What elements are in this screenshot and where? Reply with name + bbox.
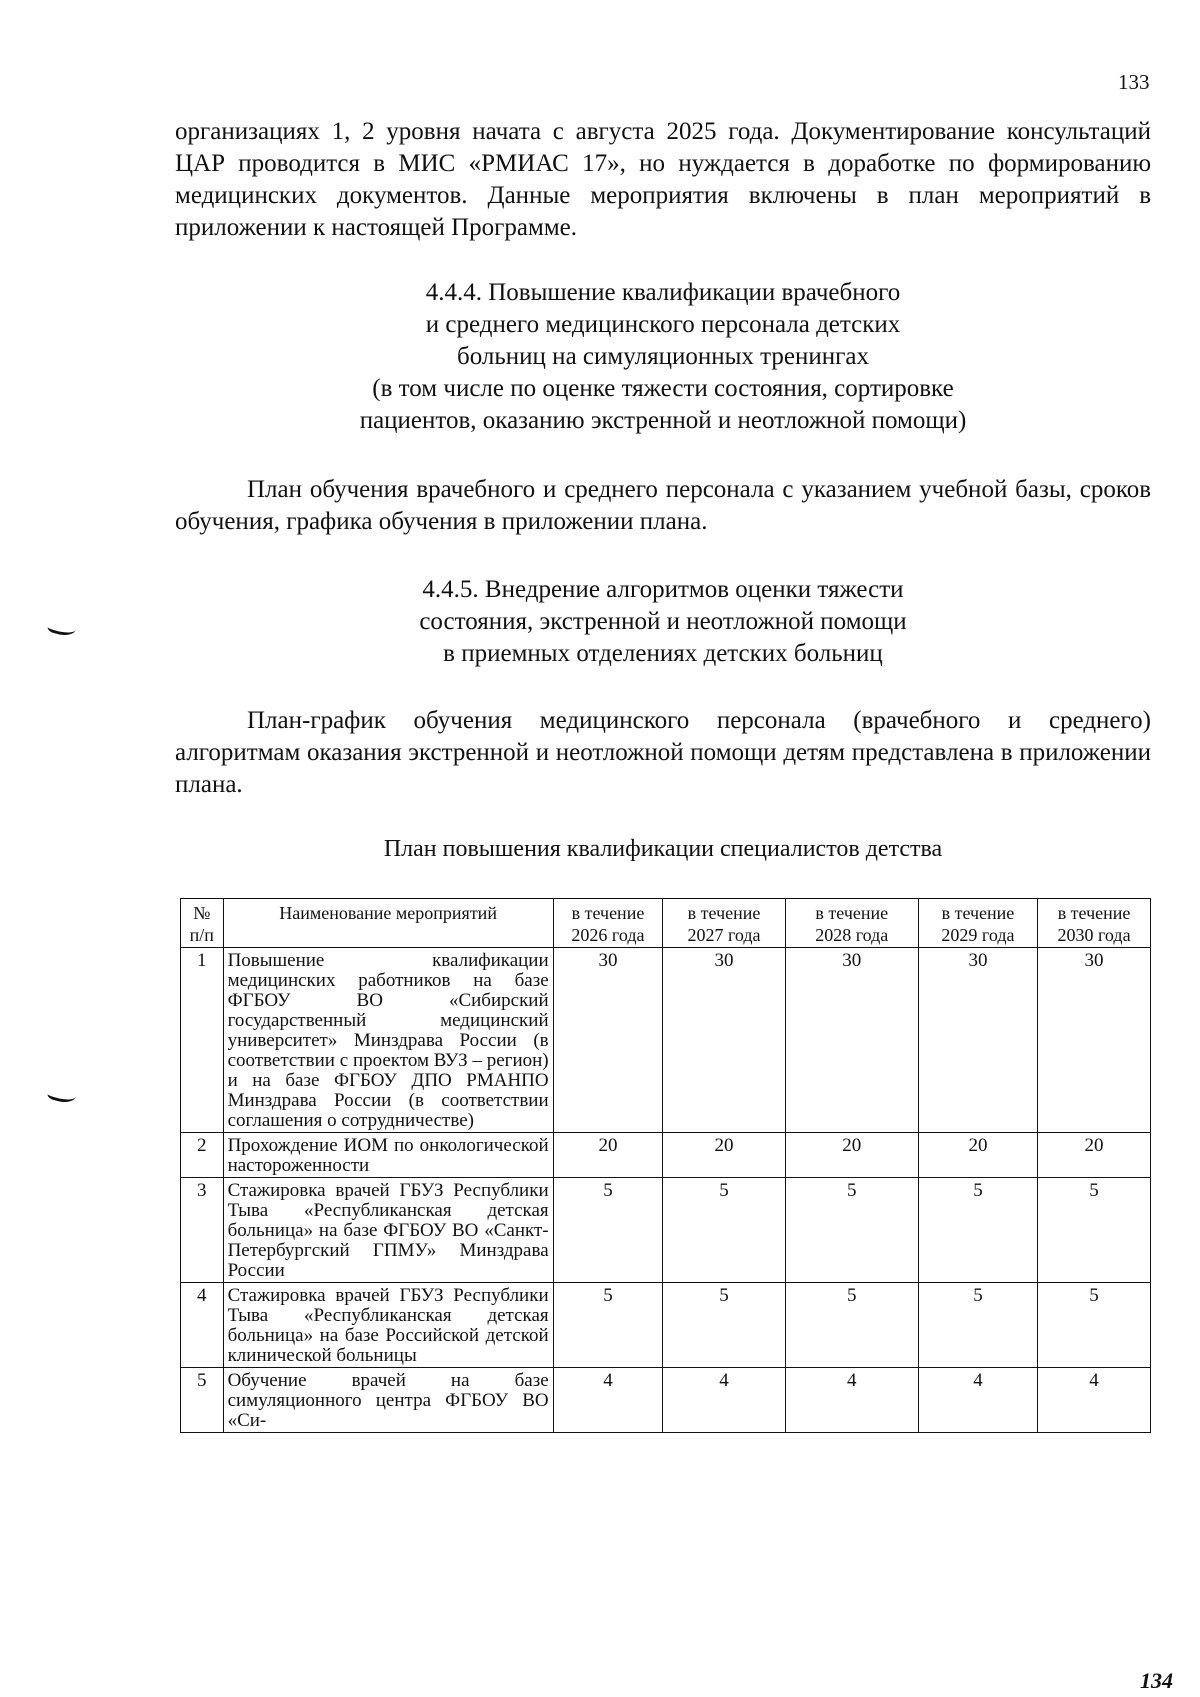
row-number: 4 — [181, 1283, 224, 1368]
row-value-2030: 4 — [1038, 1368, 1151, 1433]
row-activity: Обучение врачей на базе симуляционного центра ФГБОУ ВО «Си- — [223, 1368, 553, 1433]
row-value-2029: 4 — [918, 1368, 1037, 1433]
row-value-2027: 5 — [663, 1178, 785, 1283]
row-value-2028: 30 — [785, 948, 918, 1133]
header-2026: в течение 2026 года — [553, 899, 663, 948]
row-value-2027: 5 — [663, 1283, 785, 1368]
header-name: Наименование мероприятий — [223, 899, 553, 948]
header-2027: в течение 2027 года — [663, 899, 785, 948]
row-value-2029: 20 — [918, 1133, 1037, 1178]
heading-line: и среднего медицинского персонала детских — [425, 311, 901, 338]
row-number: 5 — [181, 1368, 224, 1433]
header-2030: в течение 2030 года — [1038, 899, 1151, 948]
table-row — [181, 1178, 1151, 1283]
row-value-2028: 4 — [785, 1368, 918, 1433]
section-heading-4-4-5 — [175, 574, 1151, 670]
row-activity: Прохождение ИОМ по онкологической настороженности — [223, 1133, 553, 1178]
handwritten-page-note: 134 — [1140, 1668, 1173, 1693]
row-activity: Стажировка врачей ГБУЗ Республики Тыва «Республиканская детская больница» на базе ФГБОУ ВО «Санкт-Петербургский ГПМУ» Минздрава России — [223, 1178, 553, 1283]
row-value-2028: 5 — [785, 1283, 918, 1368]
header-num: № п/п — [181, 899, 224, 948]
row-number: 2 — [181, 1133, 224, 1178]
header-2028: в течение 2028 года — [785, 899, 918, 948]
row-value-2030: 5 — [1038, 1178, 1151, 1283]
section-heading-4-4-4 — [175, 277, 1151, 437]
row-value-2029: 5 — [918, 1178, 1037, 1283]
heading-line: больниц на симуляционных тренингах — [457, 343, 869, 370]
row-value-2026: 20 — [553, 1133, 663, 1178]
table-title: План повышения квалификации специалистов детства — [383, 836, 943, 862]
page-number: 133 — [1118, 70, 1150, 94]
paragraph-training-plan: План обучения врачебного и среднего персонала с указанием учебной базы, сроков обучения, графика обучения в приложении плана. — [175, 476, 1151, 535]
row-value-2029: 30 — [918, 948, 1037, 1133]
row-value-2030: 20 — [1038, 1133, 1151, 1178]
scan-mark — [47, 617, 78, 638]
row-value-2026: 30 — [553, 948, 663, 1133]
table-header-row — [181, 899, 1151, 948]
row-value-2026: 4 — [553, 1368, 663, 1433]
row-value-2027: 20 — [663, 1133, 785, 1178]
row-value-2030: 30 — [1038, 948, 1151, 1133]
row-value-2026: 5 — [553, 1178, 663, 1283]
table-row — [181, 1133, 1151, 1178]
row-value-2029: 5 — [918, 1283, 1037, 1368]
table-row — [181, 948, 1151, 1133]
scan-mark — [47, 1084, 78, 1105]
qualification-plan-table — [180, 898, 1151, 1433]
heading-line: (в том числе по оценке тяжести состояния, сортировке — [372, 375, 954, 402]
row-value-2027: 4 — [663, 1368, 785, 1433]
heading-line: 4.4.4. Повышение квалификации врачебного — [425, 279, 901, 306]
heading-line: состояния, экстренной и неотложной помощи — [419, 608, 907, 635]
heading-line: пациентов, оказанию экстренной и неотложной помощи) — [359, 407, 967, 434]
table-row — [181, 1368, 1151, 1433]
paragraph-schedule: План-график обучения медицинского персонала (врачебного и среднего) алгоритмам оказания экстренной и неотложной помощи детям представлена в приложении плана. — [175, 707, 1151, 798]
row-number: 1 — [181, 948, 224, 1133]
row-value-2026: 5 — [553, 1283, 663, 1368]
heading-line: в приемных отделениях детских больниц — [443, 640, 883, 667]
paragraph-intro: организациях 1, 2 уровня начата с августа 2025 года. Документирование консультаций ЦАР проводится в МИС «РМИАС 17», но нуждается в доработке по формированию медицинских документов. Данные мероприятия включены в план мероприятий в приложении к настоящей Программе. — [175, 118, 1151, 241]
row-value-2027: 30 — [663, 948, 785, 1133]
header-2029: в течение 2029 года — [918, 899, 1037, 948]
row-value-2028: 5 — [785, 1178, 918, 1283]
table-row — [181, 1283, 1151, 1368]
row-value-2030: 5 — [1038, 1283, 1151, 1368]
heading-line: 4.4.5. Внедрение алгоритмов оценки тяжести — [422, 576, 904, 603]
row-value-2028: 20 — [785, 1133, 918, 1178]
row-activity: Стажировка врачей ГБУЗ Республики Тыва «Республиканская детская больница» на базе Российской детской клинической больницы — [223, 1283, 553, 1368]
row-number: 3 — [181, 1178, 224, 1283]
row-activity: Повышение квалификации медицинских работников на базе ФГБОУ ВО «Сибирский государственный медицинский университет» Минздрава России (в соответствии с проектом ВУЗ – регион) и на базе ФГБОУ ДПО РМАНПО Минздрава России (в соответствии соглашения о сотрудничестве) — [223, 948, 553, 1133]
